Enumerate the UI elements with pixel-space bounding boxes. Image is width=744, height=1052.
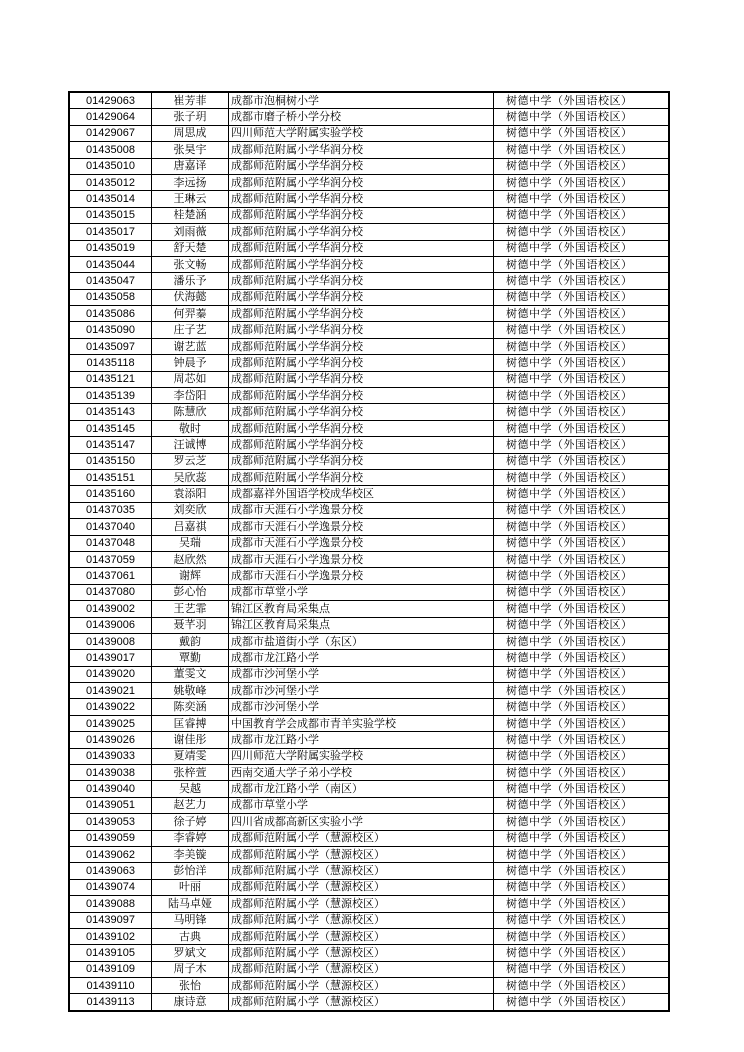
student-name-cell: 罗云芝 xyxy=(152,453,229,469)
student-name-cell: 张怡 xyxy=(152,978,229,994)
table-row xyxy=(69,568,669,584)
student-id-cell: 01439062 xyxy=(69,846,152,862)
student-name-cell: 彭心怡 xyxy=(152,584,229,600)
admitted-school-cell: 树德中学（外国语校区） xyxy=(494,322,670,338)
student-name-cell: 谢佳彤 xyxy=(152,732,229,748)
student-name-cell: 叶丽 xyxy=(152,879,229,895)
primary-school-cell: 成都市龙江路小学（南区） xyxy=(229,781,494,797)
student-id-cell: 01435019 xyxy=(69,240,152,256)
primary-school-cell: 成都师范附属小学华润分校 xyxy=(229,453,494,469)
student-id-cell: 01435086 xyxy=(69,306,152,322)
admitted-school-cell: 树德中学（外国语校区） xyxy=(494,240,670,256)
student-name-cell: 马明锋 xyxy=(152,912,229,928)
admission-list-table xyxy=(68,91,670,1012)
student-id-cell: 01439021 xyxy=(69,683,152,699)
admitted-school-cell: 树德中学（外国语校区） xyxy=(494,912,670,928)
primary-school-cell: 成都市磨子桥小学分校 xyxy=(229,109,494,125)
student-name-cell: 张梓萱 xyxy=(152,765,229,781)
admitted-school-cell: 树德中学（外国语校区） xyxy=(494,109,670,125)
table-row xyxy=(69,469,669,485)
table-row xyxy=(69,404,669,420)
primary-school-cell: 成都市龙江路小学 xyxy=(229,732,494,748)
student-name-cell: 桂楚涵 xyxy=(152,207,229,223)
student-id-cell: 01439051 xyxy=(69,797,152,813)
student-id-cell: 01435015 xyxy=(69,207,152,223)
primary-school-cell: 成都师范附属小学华润分校 xyxy=(229,355,494,371)
student-name-cell: 刘雨薇 xyxy=(152,224,229,240)
table-row xyxy=(69,666,669,682)
student-name-cell: 吕嘉祺 xyxy=(152,519,229,535)
student-name-cell: 徐子婷 xyxy=(152,814,229,830)
table-row xyxy=(69,879,669,895)
table-row xyxy=(69,863,669,879)
student-id-cell: 01437059 xyxy=(69,551,152,567)
student-name-cell: 吴欣蕊 xyxy=(152,469,229,485)
table-row xyxy=(69,748,669,764)
student-id-cell: 01439020 xyxy=(69,666,152,682)
admitted-school-cell: 树德中学（外国语校区） xyxy=(494,486,670,502)
student-id-cell: 01435139 xyxy=(69,388,152,404)
primary-school-cell: 成都师范附属小学华润分校 xyxy=(229,240,494,256)
primary-school-cell: 成都嘉祥外国语学校成华校区 xyxy=(229,486,494,502)
student-name-cell: 匡睿搏 xyxy=(152,715,229,731)
table-row xyxy=(69,994,669,1011)
admitted-school-cell: 树德中学（外国语校区） xyxy=(494,502,670,518)
table-row xyxy=(69,584,669,600)
student-id-cell: 01435118 xyxy=(69,355,152,371)
table-row xyxy=(69,830,669,846)
primary-school-cell: 成都市盐道街小学（东区） xyxy=(229,633,494,649)
primary-school-cell: 成都师范附属小学华润分校 xyxy=(229,371,494,387)
table-row xyxy=(69,896,669,912)
student-id-cell: 01439097 xyxy=(69,912,152,928)
admitted-school-cell: 树德中学（外国语校区） xyxy=(494,174,670,190)
table-row xyxy=(69,306,669,322)
student-name-cell: 古典 xyxy=(152,928,229,944)
student-id-cell: 01439033 xyxy=(69,748,152,764)
admitted-school-cell: 树德中学（外国语校区） xyxy=(494,338,670,354)
student-name-cell: 周芯如 xyxy=(152,371,229,387)
primary-school-cell: 成都师范附属小学华润分校 xyxy=(229,420,494,436)
admitted-school-cell: 树德中学（外国语校区） xyxy=(494,388,670,404)
student-id-cell: 01439026 xyxy=(69,732,152,748)
table-row xyxy=(69,683,669,699)
student-id-cell: 01435097 xyxy=(69,338,152,354)
primary-school-cell: 成都师范附属小学华润分校 xyxy=(229,388,494,404)
primary-school-cell: 成都市草堂小学 xyxy=(229,797,494,813)
admitted-school-cell: 树德中学（外国语校区） xyxy=(494,158,670,174)
admitted-school-cell: 树德中学（外国语校区） xyxy=(494,814,670,830)
primary-school-cell: 成都市草堂小学 xyxy=(229,584,494,600)
admitted-school-cell: 树德中学（外国语校区） xyxy=(494,748,670,764)
student-id-cell: 01435047 xyxy=(69,273,152,289)
admitted-school-cell: 树德中学（外国语校区） xyxy=(494,765,670,781)
table-row xyxy=(69,125,669,141)
student-name-cell: 姚敬峰 xyxy=(152,683,229,699)
table-row xyxy=(69,207,669,223)
admitted-school-cell: 树德中学（外国语校区） xyxy=(494,617,670,633)
student-name-cell: 袁添阳 xyxy=(152,486,229,502)
admitted-school-cell: 树德中学（外国语校区） xyxy=(494,469,670,485)
student-id-cell: 01439006 xyxy=(69,617,152,633)
table-row xyxy=(69,601,669,617)
table-row xyxy=(69,322,669,338)
student-name-cell: 崔芳菲 xyxy=(152,92,229,109)
primary-school-cell: 成都师范附属小学（慧源校区） xyxy=(229,896,494,912)
student-id-cell: 01435147 xyxy=(69,437,152,453)
student-id-cell: 01439017 xyxy=(69,650,152,666)
table-row xyxy=(69,519,669,535)
student-id-cell: 01435160 xyxy=(69,486,152,502)
table-row xyxy=(69,92,669,109)
table-row xyxy=(69,617,669,633)
table-row xyxy=(69,240,669,256)
student-id-cell: 01439053 xyxy=(69,814,152,830)
student-id-cell: 01439109 xyxy=(69,961,152,977)
admitted-school-cell: 树德中学（外国语校区） xyxy=(494,404,670,420)
table-row xyxy=(69,633,669,649)
admitted-school-cell: 树德中学（外国语校区） xyxy=(494,551,670,567)
table-row xyxy=(69,273,669,289)
student-name-cell: 敬时 xyxy=(152,420,229,436)
admitted-school-cell: 树德中学（外国语校区） xyxy=(494,781,670,797)
admitted-school-cell: 树德中学（外国语校区） xyxy=(494,92,670,109)
table-row xyxy=(69,781,669,797)
student-id-cell: 01435150 xyxy=(69,453,152,469)
student-id-cell: 01437040 xyxy=(69,519,152,535)
primary-school-cell: 成都师范附属小学华润分校 xyxy=(229,174,494,190)
primary-school-cell: 成都市泡桐树小学 xyxy=(229,92,494,109)
student-id-cell: 01435090 xyxy=(69,322,152,338)
admitted-school-cell: 树德中学（外国语校区） xyxy=(494,371,670,387)
student-name-cell: 张子玥 xyxy=(152,109,229,125)
table-row xyxy=(69,191,669,207)
admitted-school-cell: 树德中学（外国语校区） xyxy=(494,289,670,305)
student-id-cell: 01435145 xyxy=(69,420,152,436)
primary-school-cell: 成都市天涯石小学逸景分校 xyxy=(229,551,494,567)
student-id-cell: 01435044 xyxy=(69,256,152,272)
primary-school-cell: 成都师范附属小学华润分校 xyxy=(229,256,494,272)
student-name-cell: 董雯文 xyxy=(152,666,229,682)
admitted-school-cell: 树德中学（外国语校区） xyxy=(494,846,670,862)
table-row xyxy=(69,453,669,469)
student-id-cell: 01437035 xyxy=(69,502,152,518)
student-name-cell: 李岱阳 xyxy=(152,388,229,404)
admitted-school-cell: 树德中学（外国语校区） xyxy=(494,355,670,371)
student-id-cell: 01439088 xyxy=(69,896,152,912)
table-row xyxy=(69,699,669,715)
admitted-school-cell: 树德中学（外国语校区） xyxy=(494,535,670,551)
student-name-cell: 夏靖雯 xyxy=(152,748,229,764)
admitted-school-cell: 树德中学（外国语校区） xyxy=(494,191,670,207)
student-id-cell: 01435010 xyxy=(69,158,152,174)
student-name-cell: 陆马卓娅 xyxy=(152,896,229,912)
primary-school-cell: 成都师范附属小学华润分校 xyxy=(229,322,494,338)
primary-school-cell: 成都市沙河堡小学 xyxy=(229,699,494,715)
admitted-school-cell: 树德中学（外国语校区） xyxy=(494,519,670,535)
student-name-cell: 谢辉 xyxy=(152,568,229,584)
student-name-cell: 罗斌文 xyxy=(152,945,229,961)
student-name-cell: 唐嘉译 xyxy=(152,158,229,174)
primary-school-cell: 锦江区教育局采集点 xyxy=(229,601,494,617)
primary-school-cell: 成都师范附属小学华润分校 xyxy=(229,224,494,240)
student-name-cell: 李美镟 xyxy=(152,846,229,862)
student-name-cell: 康诗意 xyxy=(152,994,229,1011)
primary-school-cell: 成都师范附属小学（慧源校区） xyxy=(229,961,494,977)
primary-school-cell: 成都师范附属小学华润分校 xyxy=(229,469,494,485)
admitted-school-cell: 树德中学（外国语校区） xyxy=(494,584,670,600)
admitted-school-cell: 树德中学（外国语校区） xyxy=(494,420,670,436)
primary-school-cell: 成都师范附属小学华润分校 xyxy=(229,158,494,174)
admitted-school-cell: 树德中学（外国语校区） xyxy=(494,945,670,961)
student-id-cell: 01429064 xyxy=(69,109,152,125)
student-name-cell: 张文畅 xyxy=(152,256,229,272)
student-name-cell: 赵艺力 xyxy=(152,797,229,813)
student-id-cell: 01437080 xyxy=(69,584,152,600)
primary-school-cell: 成都师范附属小学（慧源校区） xyxy=(229,928,494,944)
primary-school-cell: 西南交通大学子弟小学校 xyxy=(229,765,494,781)
primary-school-cell: 成都市天涯石小学逸景分校 xyxy=(229,535,494,551)
admitted-school-cell: 树德中学（外国语校区） xyxy=(494,879,670,895)
student-name-cell: 赵欣然 xyxy=(152,551,229,567)
student-id-cell: 01439022 xyxy=(69,699,152,715)
student-id-cell: 01439113 xyxy=(69,994,152,1011)
student-id-cell: 01437048 xyxy=(69,535,152,551)
student-name-cell: 周思成 xyxy=(152,125,229,141)
table-row xyxy=(69,732,669,748)
student-name-cell: 王琳云 xyxy=(152,191,229,207)
student-id-cell: 01435008 xyxy=(69,142,152,158)
admitted-school-cell: 树德中学（外国语校区） xyxy=(494,896,670,912)
student-name-cell: 李睿婷 xyxy=(152,830,229,846)
primary-school-cell: 成都师范附属小学华润分校 xyxy=(229,191,494,207)
admitted-school-cell: 树德中学（外国语校区） xyxy=(494,928,670,944)
admitted-school-cell: 树德中学（外国语校区） xyxy=(494,666,670,682)
table-row xyxy=(69,109,669,125)
admitted-school-cell: 树德中学（外国语校区） xyxy=(494,830,670,846)
admitted-school-cell: 树德中学（外国语校区） xyxy=(494,142,670,158)
primary-school-cell: 成都师范附属小学（慧源校区） xyxy=(229,830,494,846)
student-name-cell: 钟晨予 xyxy=(152,355,229,371)
table-row xyxy=(69,289,669,305)
admitted-school-cell: 树德中学（外国语校区） xyxy=(494,306,670,322)
table-row xyxy=(69,928,669,944)
student-id-cell: 01429063 xyxy=(69,92,152,109)
primary-school-cell: 成都市龙江路小学 xyxy=(229,650,494,666)
student-id-cell: 01439040 xyxy=(69,781,152,797)
table-row xyxy=(69,388,669,404)
student-id-cell: 01435143 xyxy=(69,404,152,420)
primary-school-cell: 成都师范附属小学华润分校 xyxy=(229,273,494,289)
table-row xyxy=(69,797,669,813)
table-row xyxy=(69,961,669,977)
primary-school-cell: 成都市沙河堡小学 xyxy=(229,683,494,699)
admitted-school-cell: 树德中学（外国语校区） xyxy=(494,683,670,699)
table-row xyxy=(69,535,669,551)
student-name-cell: 王艺霏 xyxy=(152,601,229,617)
admitted-school-cell: 树德中学（外国语校区） xyxy=(494,453,670,469)
student-id-cell: 01439038 xyxy=(69,765,152,781)
student-name-cell: 吴瑞 xyxy=(152,535,229,551)
table-row xyxy=(69,420,669,436)
admitted-school-cell: 树德中学（外国语校区） xyxy=(494,994,670,1011)
table-row xyxy=(69,142,669,158)
admitted-school-cell: 树德中学（外国语校区） xyxy=(494,650,670,666)
primary-school-cell: 锦江区教育局采集点 xyxy=(229,617,494,633)
admitted-school-cell: 树德中学（外国语校区） xyxy=(494,978,670,994)
primary-school-cell: 成都师范附属小学（慧源校区） xyxy=(229,994,494,1011)
student-name-cell: 覃勤 xyxy=(152,650,229,666)
student-name-cell: 李远扬 xyxy=(152,174,229,190)
student-id-cell: 01439002 xyxy=(69,601,152,617)
admitted-school-cell: 树德中学（外国语校区） xyxy=(494,207,670,223)
table-row xyxy=(69,256,669,272)
table-row xyxy=(69,945,669,961)
student-id-cell: 01435012 xyxy=(69,174,152,190)
primary-school-cell: 中国教育学会成都市青羊实验学校 xyxy=(229,715,494,731)
student-name-cell: 张昊宇 xyxy=(152,142,229,158)
table-row xyxy=(69,846,669,862)
student-id-cell: 01435014 xyxy=(69,191,152,207)
primary-school-cell: 成都市沙河堡小学 xyxy=(229,666,494,682)
student-id-cell: 01439063 xyxy=(69,863,152,879)
primary-school-cell: 成都师范附属小学华润分校 xyxy=(229,207,494,223)
student-name-cell: 谢艺蓝 xyxy=(152,338,229,354)
student-name-cell: 陈奕涵 xyxy=(152,699,229,715)
student-id-cell: 01439110 xyxy=(69,978,152,994)
primary-school-cell: 成都师范附属小学（慧源校区） xyxy=(229,912,494,928)
table-row xyxy=(69,765,669,781)
student-name-cell: 潘乐予 xyxy=(152,273,229,289)
primary-school-cell: 成都市天涯石小学逸景分校 xyxy=(229,502,494,518)
student-name-cell: 戴韵 xyxy=(152,633,229,649)
table-row xyxy=(69,912,669,928)
table-body xyxy=(69,92,669,1011)
student-name-cell: 周子木 xyxy=(152,961,229,977)
table-row xyxy=(69,814,669,830)
student-id-cell: 01429067 xyxy=(69,125,152,141)
student-id-cell: 01439025 xyxy=(69,715,152,731)
table-row xyxy=(69,437,669,453)
primary-school-cell: 成都市天涯石小学逸景分校 xyxy=(229,519,494,535)
admitted-school-cell: 树德中学（外国语校区） xyxy=(494,633,670,649)
table-row xyxy=(69,158,669,174)
student-name-cell: 舒天楚 xyxy=(152,240,229,256)
admitted-school-cell: 树德中学（外国语校区） xyxy=(494,273,670,289)
primary-school-cell: 成都师范附属小学华润分校 xyxy=(229,437,494,453)
table-row xyxy=(69,371,669,387)
admitted-school-cell: 树德中学（外国语校区） xyxy=(494,224,670,240)
admitted-school-cell: 树德中学（外国语校区） xyxy=(494,568,670,584)
admitted-school-cell: 树德中学（外国语校区） xyxy=(494,863,670,879)
primary-school-cell: 成都师范附属小学华润分校 xyxy=(229,306,494,322)
table-row xyxy=(69,551,669,567)
admitted-school-cell: 树德中学（外国语校区） xyxy=(494,256,670,272)
student-id-cell: 01435058 xyxy=(69,289,152,305)
student-name-cell: 彭怡洋 xyxy=(152,863,229,879)
table-row xyxy=(69,355,669,371)
student-name-cell: 庄子艺 xyxy=(152,322,229,338)
table-row xyxy=(69,174,669,190)
table-row xyxy=(69,486,669,502)
primary-school-cell: 四川省成都高新区实验小学 xyxy=(229,814,494,830)
student-name-cell: 陈慧欣 xyxy=(152,404,229,420)
table-row xyxy=(69,650,669,666)
primary-school-cell: 成都师范附属小学（慧源校区） xyxy=(229,879,494,895)
admitted-school-cell: 树德中学（外国语校区） xyxy=(494,437,670,453)
student-name-cell: 何羿蓁 xyxy=(152,306,229,322)
admitted-school-cell: 树德中学（外国语校区） xyxy=(494,961,670,977)
student-id-cell: 01437061 xyxy=(69,568,152,584)
table-row xyxy=(69,502,669,518)
primary-school-cell: 四川师范大学附属实验学校 xyxy=(229,748,494,764)
table-row xyxy=(69,224,669,240)
student-id-cell: 01439008 xyxy=(69,633,152,649)
primary-school-cell: 成都师范附属小学（慧源校区） xyxy=(229,978,494,994)
table-row xyxy=(69,978,669,994)
primary-school-cell: 成都市天涯石小学逸景分校 xyxy=(229,568,494,584)
student-name-cell: 聂芊羽 xyxy=(152,617,229,633)
primary-school-cell: 成都师范附属小学华润分校 xyxy=(229,142,494,158)
admitted-school-cell: 树德中学（外国语校区） xyxy=(494,797,670,813)
student-name-cell: 刘奕欣 xyxy=(152,502,229,518)
student-name-cell: 伏海懿 xyxy=(152,289,229,305)
student-id-cell: 01435121 xyxy=(69,371,152,387)
student-id-cell: 01435151 xyxy=(69,469,152,485)
primary-school-cell: 成都师范附属小学华润分校 xyxy=(229,338,494,354)
primary-school-cell: 四川师范大学附属实验学校 xyxy=(229,125,494,141)
admitted-school-cell: 树德中学（外国语校区） xyxy=(494,699,670,715)
admitted-school-cell: 树德中学（外国语校区） xyxy=(494,125,670,141)
admitted-school-cell: 树德中学（外国语校区） xyxy=(494,715,670,731)
student-name-cell: 汪诚博 xyxy=(152,437,229,453)
student-id-cell: 01439074 xyxy=(69,879,152,895)
primary-school-cell: 成都师范附属小学（慧源校区） xyxy=(229,846,494,862)
table-row xyxy=(69,715,669,731)
student-id-cell: 01439059 xyxy=(69,830,152,846)
student-id-cell: 01439102 xyxy=(69,928,152,944)
student-name-cell: 吴越 xyxy=(152,781,229,797)
admitted-school-cell: 树德中学（外国语校区） xyxy=(494,601,670,617)
primary-school-cell: 成都师范附属小学华润分校 xyxy=(229,404,494,420)
table-row xyxy=(69,338,669,354)
primary-school-cell: 成都师范附属小学（慧源校区） xyxy=(229,863,494,879)
primary-school-cell: 成都师范附属小学华润分校 xyxy=(229,289,494,305)
student-id-cell: 01439105 xyxy=(69,945,152,961)
primary-school-cell: 成都师范附属小学（慧源校区） xyxy=(229,945,494,961)
student-id-cell: 01435017 xyxy=(69,224,152,240)
admitted-school-cell: 树德中学（外国语校区） xyxy=(494,732,670,748)
